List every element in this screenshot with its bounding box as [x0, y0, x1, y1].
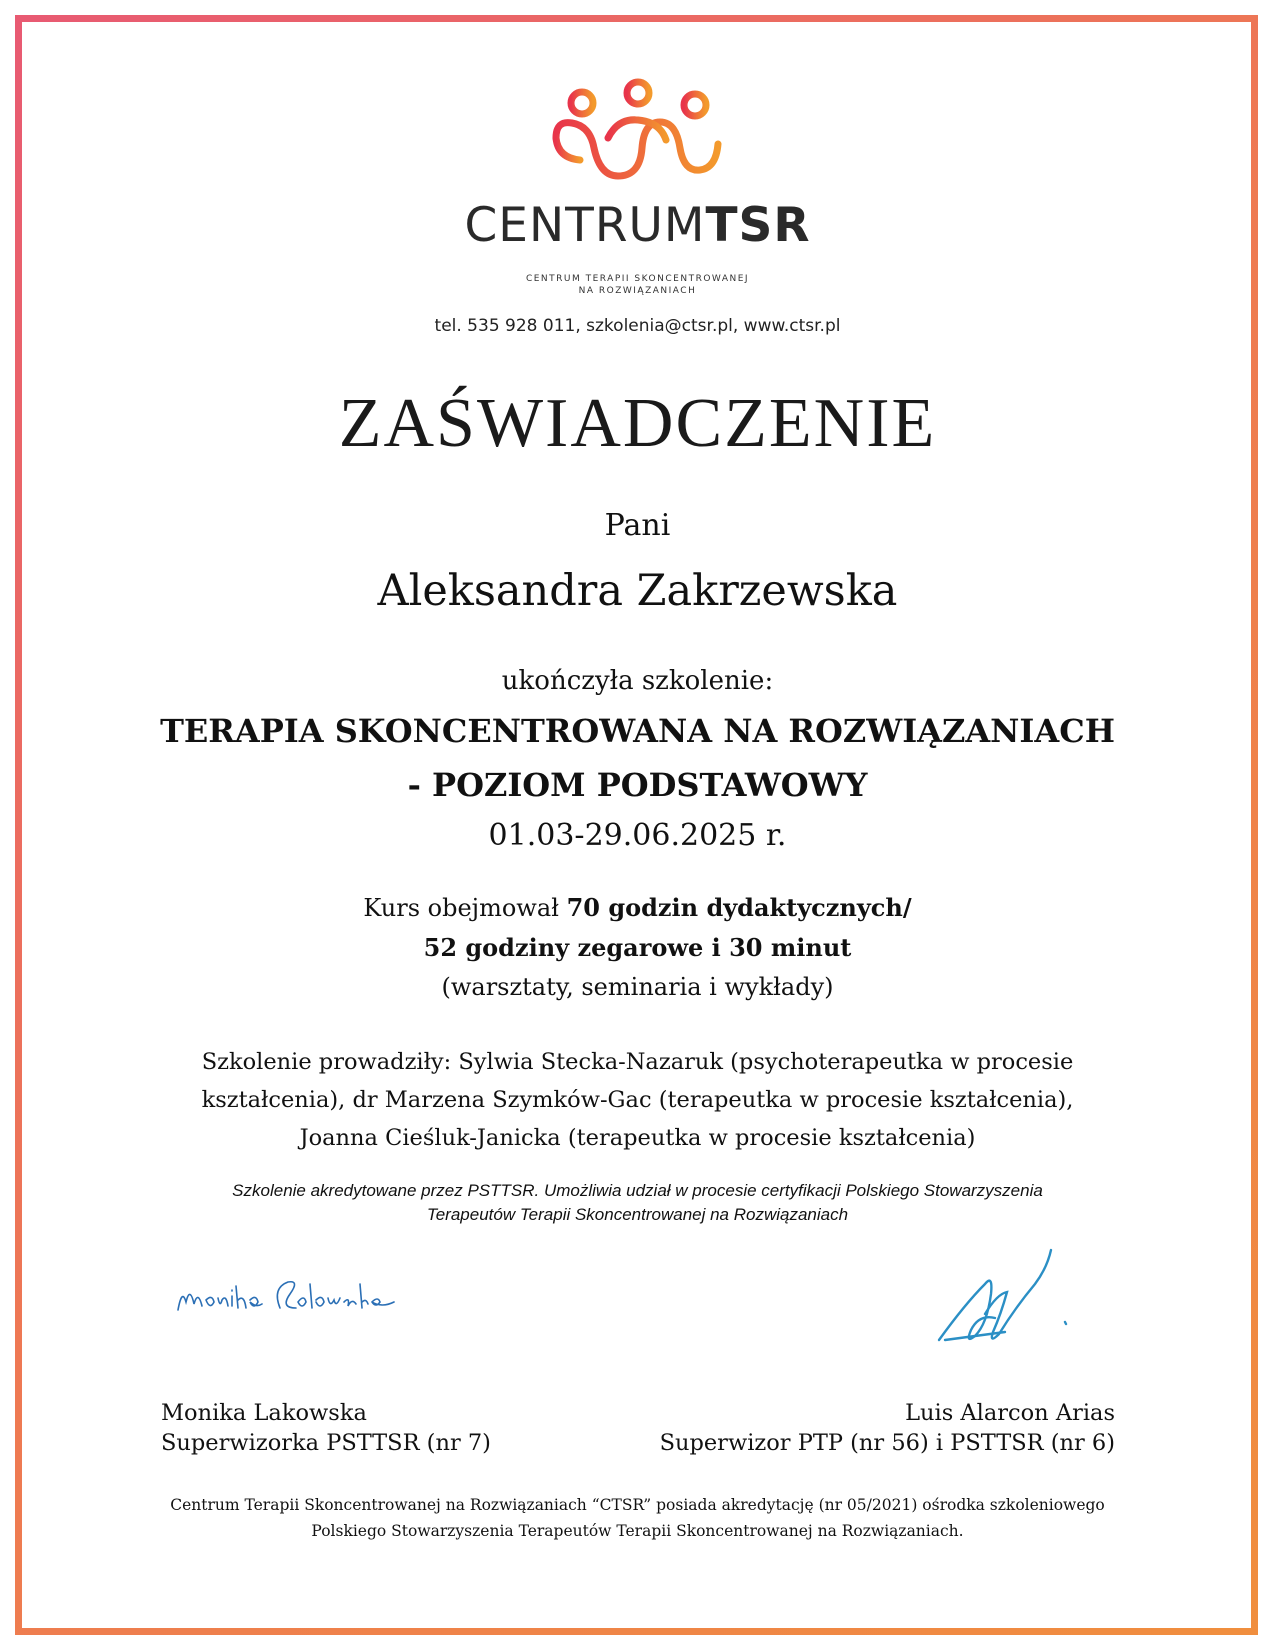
hours-line2: 52 godziny zegarowe i 30 minut [423, 933, 852, 962]
trainers-line3: Joanna Cieśluk-Janicka (terapeutka w procesie kształcenia) [299, 1125, 976, 1151]
trainers-line2: kształcenia), dr Marzena Szymków-Gac (terapeutka w procesie kształcenia), [201, 1087, 1074, 1113]
hours-line1 [0, 893, 1275, 922]
course-title-line2: - POZIOM PODSTAWOWY [407, 766, 868, 804]
certificate-title: ZAŚWIADCZENIE [338, 385, 937, 462]
course-title-line1: TERAPIA SKONCENTROWANA NA ROZWIĄZANIACH [160, 712, 1115, 750]
signatory-right-role: Superwizor PTP (nr 56) i PSTTSR (nr 6) [659, 1430, 1115, 1456]
accreditation-line1: Szkolenie akredytowane przez PSTTSR. Umożliwia udział w procesie certyfikacji Polskiego Stowarzyszenia [232, 1181, 1043, 1200]
accreditation-line2: Terapeutów Terapii Skoncentrowanej na Rozwiązaniach [426, 1205, 849, 1224]
recipient-name: Aleksandra Zakrzewska [377, 566, 898, 616]
hours-prefix: Kurs obejmował [363, 894, 567, 922]
brand-subtitle-line1: CENTRUM TERAPII SKONCENTROWANEJ [525, 274, 750, 284]
signatory-left [161, 1398, 491, 1458]
salutation: Pani [604, 508, 671, 543]
brand-light: CENTRUM [464, 198, 706, 253]
signatory-right [660, 1398, 1115, 1458]
hours-didactic: 70 godzin dydaktycznych/ [566, 893, 912, 922]
brand-logo-text [0, 198, 1275, 253]
brand-bold: TSR [705, 198, 811, 253]
hours-note: (warsztaty, seminaria i wykłady) [441, 973, 834, 1001]
footer-line1: Centrum Terapii Skoncentrowanej na Rozwiązaniach “CTSR” posiada akredytację (nr 05/2021) ośrodka szkoleniowego [170, 1496, 1105, 1514]
completed-label: ukończyła szkolenie: [501, 666, 774, 696]
signature-left-icon [172, 1268, 412, 1328]
trainers-line1: Szkolenie prowadziły: Sylwia Stecka-Nazaruk (psychoterapeutka w procesie [201, 1049, 1074, 1075]
course-dates: 01.03-29.06.2025 r. [488, 818, 787, 853]
footer-line2: Polskiego Stowarzyszenia Terapeutów Terapii Skoncentrowanej na Rozwiązaniach. [311, 1522, 964, 1540]
brand-subtitle-line2: NA ROZWIĄZANIACH [578, 286, 697, 296]
signatory-right-name: Luis Alarcon Arias [905, 1400, 1115, 1426]
signatory-left-name: Monika Lakowska [161, 1400, 367, 1426]
contact-info: tel. 535 928 011, szkolenia@ctsr.pl, www.ctsr.pl [434, 316, 841, 336]
signature-right-icon [935, 1244, 1075, 1354]
three-people-logo-icon [0, 78, 1275, 188]
signatory-left-role: Superwizorka PSTTSR (nr 7) [161, 1430, 491, 1456]
